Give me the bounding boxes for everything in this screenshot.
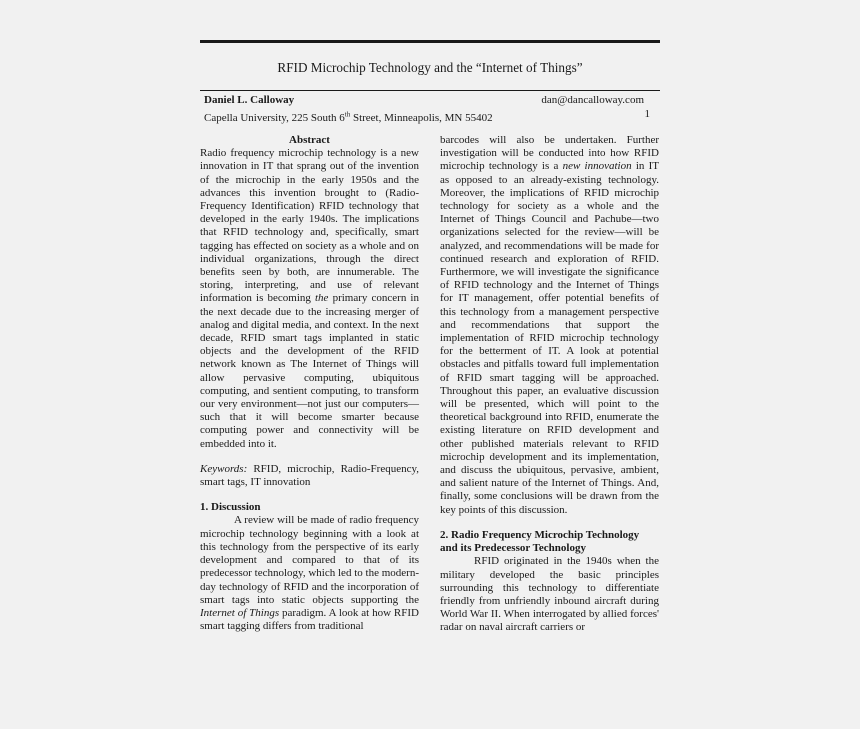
- abstract-paragraph: [200, 147, 419, 451]
- section-1-emphasis: Internet of Things: [200, 606, 280, 619]
- abstract-emphasis: the: [315, 292, 329, 305]
- affiliation-part2: Street, Minneapolis, MN 55402: [350, 111, 493, 124]
- keywords: [200, 463, 419, 489]
- affiliation: [204, 112, 493, 124]
- affiliation-superscript: th: [344, 110, 351, 118]
- right-column: [440, 134, 659, 635]
- section-1-heading: 1. Discussion: [200, 501, 261, 514]
- section-2-heading: 2. Radio Frequency Microchip Technology and its Predecessor Technology: [440, 528, 640, 555]
- author-email: dan@dancalloway.com: [541, 94, 644, 106]
- affiliation-row: [204, 108, 656, 125]
- right-paragraph-1: [440, 134, 659, 517]
- page-number: 1: [644, 108, 650, 120]
- right-emphasis: new innovation: [562, 160, 632, 173]
- paper-title: RFID Microchip Technology and the “Internet of Things”: [277, 60, 583, 75]
- affiliation-part1: Capella University, 225 South 6: [204, 111, 345, 124]
- keywords-label: Keywords:: [200, 462, 248, 475]
- section-1-text-2: paradigm. A look at how RFID smart tagging differs from traditional: [200, 606, 419, 633]
- abstract-text-2: primary concern in the next decade due to the increasing merger of analog and digital media, and context. In the next decade, RFID smart tags implanted in static objects and the development of the RFID network known as The Internet of Things will allow pervasive computing, ubiquitous computing, and sentient computing, to transform our very environment—not just our computers—such that it will become smarter because computing power and connectivity will be embedded into it.: [200, 292, 419, 450]
- section-1-text-1: A review will be made of radio frequency microchip technology beginning with a look at this technology from the perspective of its early development and compared to that of its predecessor technology, which led to the modern-day technology of RFID and the incorporation of smart tags into static objects supporting the: [200, 514, 419, 606]
- left-column: [200, 134, 419, 633]
- right-text-2: in IT as opposed to an already-existing technology. Moreover, the implications of RFID microchip technology for society as a whole and the Internet of Things Council and Pachube—two organizations selected for the review—will be analyzed, and recommendations will be made for continued research and exploration of RFID. Furthermore, we will investigate the significance of RFID technology and the Internet of Things for IT management, offer potential benefits of this technology from a management perspective and recommendations that support the implementation of RFID microchip technology for the betterment of IT. A look at potential obstacles and pitfalls toward full implementation of RFID smart tagging will be approached. Throughout this paper, an evaluative discussion will be presented, which will point to the theoretical background into RFID, enumerate the existing literature on RFID development and other published materials relevant to RFID microchip development and its implementation, and discuss the ubiquitous, pervasive, ambient, and salient nature of the Internet of Things. And, finally, some conclusions will be drawn from the key points of this discussion.: [440, 160, 659, 516]
- section-2-paragraph: RFID originated in the 1940s when the military developed the basic principles surrounding this technology to differentiate friendly from unfriendly inbound aircraft during World War II. When interrogated by allied forces' radar on naval aircraft carriers or: [440, 555, 659, 634]
- section-1-paragraph: [200, 514, 419, 633]
- abstract-heading: Abstract: [289, 134, 330, 146]
- keywords-text: RFID, microchip, Radio-Frequency, smart tags, IT innovation: [200, 462, 419, 489]
- author-row: [204, 94, 656, 107]
- author-name: Daniel L. Calloway: [204, 94, 295, 106]
- abstract-text-1: Radio frequency microchip technology is a new innovation in IT that sprang out of the invention of the microchip in the early 1950s and the advances this invention brought to (Radio-Frequency Identification) RFID technology that developed in the early 1940s. The implications that RFID technology and, specifically, smart tagging has effected on society as a whole and on individual organizations, through the direct benefits seen by both, are innumerable. The storing, interpreting, and use of relevant information is becoming: [200, 147, 419, 305]
- title-rule: [200, 90, 660, 91]
- right-text-1: barcodes will also be undertaken. Further investigation will be conducted into how RFID microchip technology is a: [440, 134, 659, 173]
- top-rule: [200, 40, 660, 43]
